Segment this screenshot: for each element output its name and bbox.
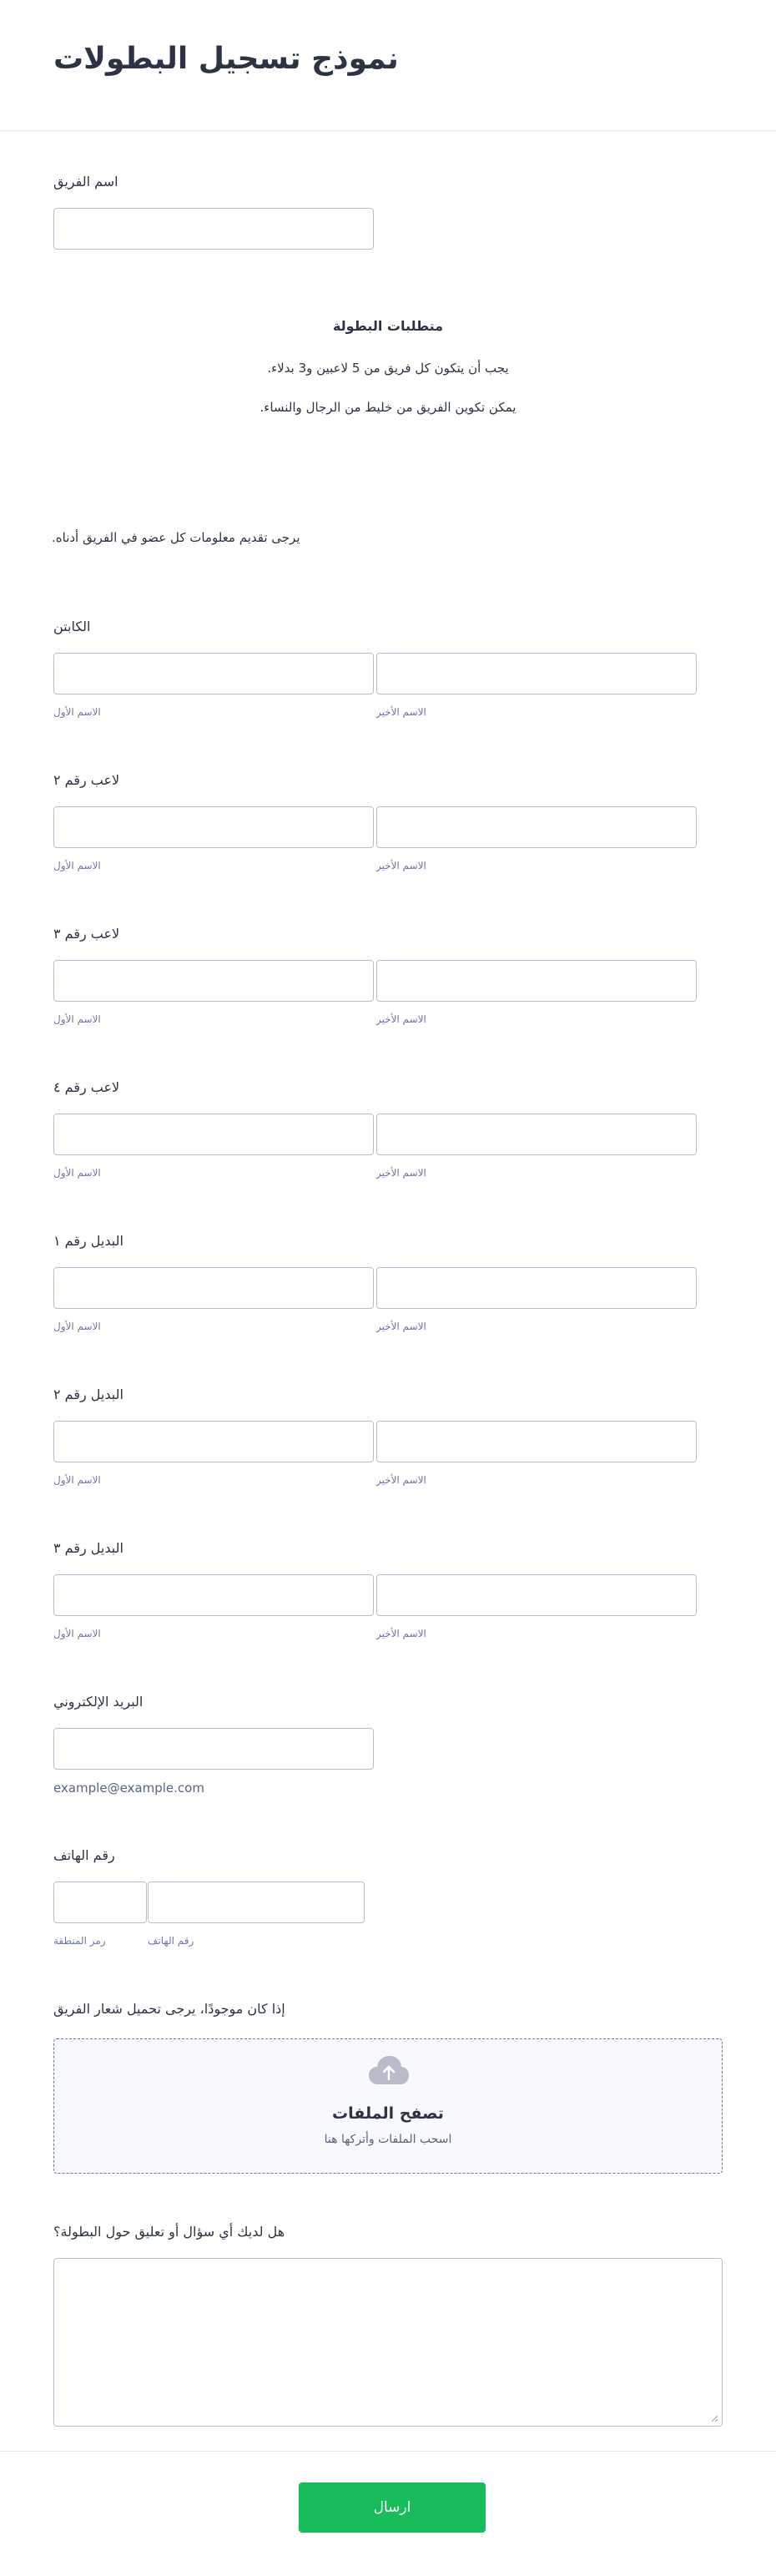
comments-textarea[interactable] — [53, 2258, 723, 2427]
first-name-input[interactable] — [53, 1267, 374, 1309]
browse-files-button[interactable]: تصفح الملفات — [332, 2104, 444, 2123]
phone-number-sublabel: رقم الهاتف — [148, 1935, 194, 1947]
team-name-input[interactable] — [53, 208, 374, 250]
first-name-sublabel: الاسم الأول — [53, 1628, 101, 1639]
first-name-sublabel: الاسم الأول — [53, 1167, 101, 1179]
member-label: لاعب رقم ٢ — [53, 772, 120, 788]
last-name-input[interactable] — [376, 960, 697, 1002]
first-name-sublabel: الاسم الأول — [53, 1013, 101, 1025]
member-label: البديل رقم ٢ — [53, 1386, 123, 1402]
first-name-input[interactable] — [53, 653, 374, 695]
page-title: نموذج تسجيل البطولات — [53, 42, 399, 76]
email-field[interactable] — [53, 1728, 374, 1770]
first-name-input[interactable] — [53, 1574, 374, 1616]
email-label: البريد الإلكتروني — [53, 1694, 144, 1710]
last-name-sublabel: الاسم الأخير — [376, 1321, 426, 1332]
last-name-sublabel: الاسم الأخير — [376, 860, 426, 871]
requirements-line-2: يمكن تكوين الفريق من خليط من الرجال والنساء. — [260, 400, 516, 415]
member-label: البديل رقم ٣ — [53, 1540, 123, 1556]
file-upload-dropzone[interactable] — [53, 2038, 723, 2174]
first-name-sublabel: الاسم الأول — [53, 1321, 101, 1332]
form-footer — [0, 2451, 776, 2576]
last-name-sublabel: الاسم الأخير — [376, 1013, 426, 1025]
submit-button[interactable]: ارسال — [299, 2483, 486, 2533]
email-hint: example@example.com — [53, 1780, 204, 1796]
last-name-sublabel: الاسم الأخير — [376, 1628, 426, 1639]
first-name-input[interactable] — [53, 806, 374, 848]
first-name-input[interactable] — [53, 1421, 374, 1462]
first-name-input[interactable] — [53, 960, 374, 1002]
last-name-input[interactable] — [376, 1114, 697, 1155]
first-name-sublabel: الاسم الأول — [53, 860, 101, 871]
member-label: لاعب رقم ٤ — [53, 1079, 120, 1095]
last-name-input[interactable] — [376, 1421, 697, 1462]
last-name-input[interactable] — [376, 653, 697, 695]
phone-number-input[interactable] — [148, 1881, 365, 1923]
cloud-upload-icon — [368, 2054, 410, 2088]
last-name-input[interactable] — [376, 806, 697, 848]
area-code-sublabel: رمز المنطقة — [53, 1935, 106, 1947]
drag-files-text: اسحب الملفات وأتركها هنا — [324, 2133, 452, 2146]
last-name-input[interactable] — [376, 1267, 697, 1309]
form-header — [0, 0, 776, 131]
logo-upload-label: إذا كان موجودًا، يرجى تحميل شعار الفريق — [53, 2001, 285, 2017]
area-code-input[interactable] — [53, 1881, 147, 1923]
resize-grip-icon[interactable] — [710, 2414, 718, 2422]
member-label: البديل رقم ١ — [53, 1233, 123, 1249]
member-label: لاعب رقم ٣ — [53, 926, 120, 942]
last-name-input[interactable] — [376, 1574, 697, 1616]
instructions-text: يرجى تقديم معلومات كل عضو في الفريق أدناه. — [52, 530, 300, 545]
member-label: الكابتن — [53, 619, 91, 634]
team-name-label: اسم الفريق — [53, 174, 118, 189]
first-name-sublabel: الاسم الأول — [53, 1474, 101, 1486]
requirements-line-1: يجب أن يتكون كل فريق من 5 لاعبين و3 بدلاء. — [267, 361, 509, 376]
last-name-sublabel: الاسم الأخير — [376, 1167, 426, 1179]
first-name-sublabel: الاسم الأول — [53, 706, 101, 718]
last-name-sublabel: الاسم الأخير — [376, 1474, 426, 1486]
phone-label: رقم الهاتف — [53, 1847, 115, 1863]
last-name-sublabel: الاسم الأخير — [376, 706, 426, 718]
requirements-title: متطلبات البطولة — [332, 318, 444, 334]
comments-label: هل لديك أي سؤال أو تعليق حول البطولة؟ — [53, 2224, 285, 2240]
first-name-input[interactable] — [53, 1114, 374, 1155]
